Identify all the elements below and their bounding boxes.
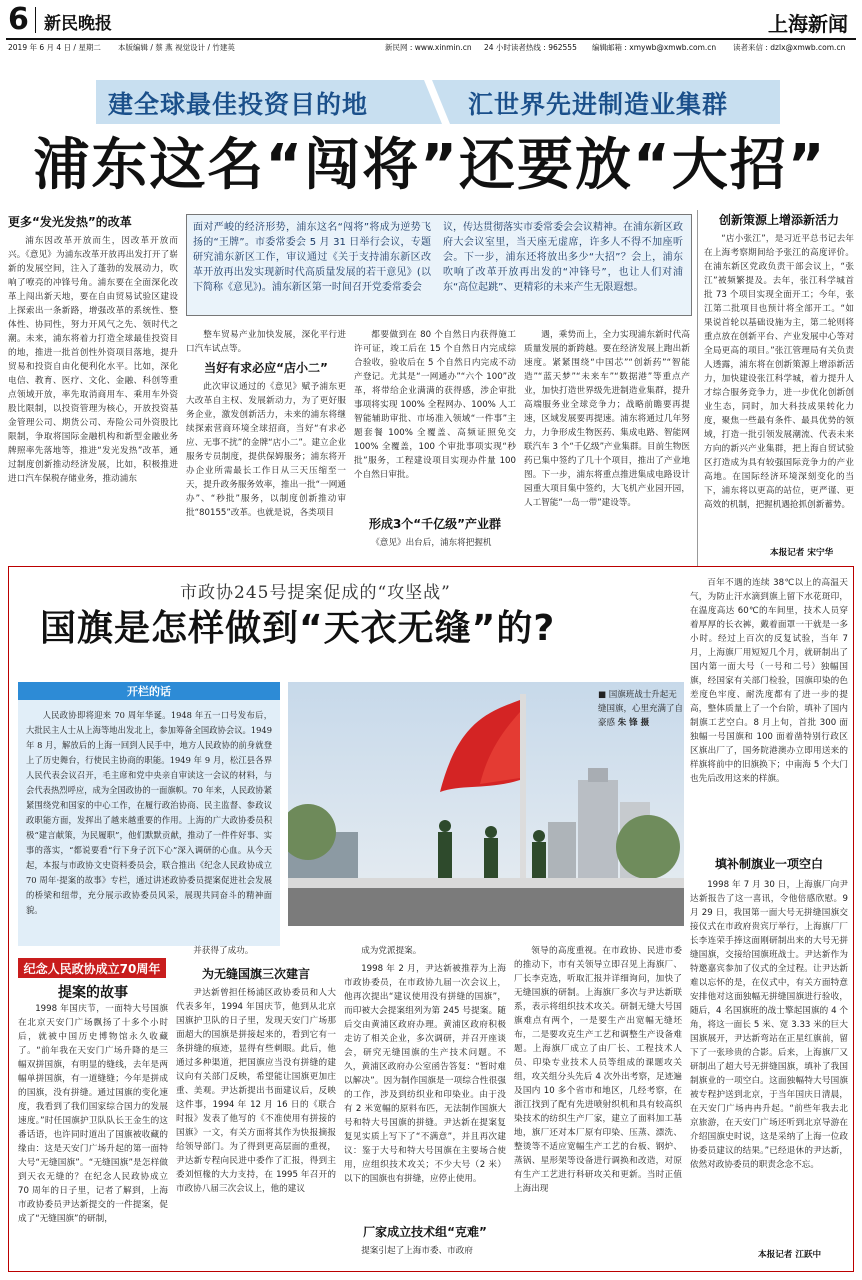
article2-colC2: 提案引起了上海市委、市政府 bbox=[361, 1246, 473, 1256]
subhead-tech-group: 厂家成立技术组“克难” bbox=[363, 1225, 487, 1239]
article2-colC-top: 成为党派提案。 bbox=[361, 946, 422, 956]
editorial-text: 人民政协即将迎来 70 周年华诞。1948 年五一口号发布后，大批民主人士从上海等地出发北上，参加筹备全国政协会议。1949 年 8 月，解放后的上海一回到人民手中，地方人民政协的前身就登上了历史舞台，行使民主协商的职能。1949 年 9 月，松江县各界人民代表会议召开，毛主席和党中央亲自审读这一会议的材料，与会代表热烈呼应，成为全国政协的一面旗帜。70 年来，人民政协紧紧围绕党和国家的中心工作，在履行政治协商、民主监督、参政议政职能方面，发挥出了越来越重要的作用。上海的广大政协委员积极“建言献策，为民履职”，他们默默贡献，推动了一件件好事、实事的落实，“都说要看“行下身子沉下心”深入调研的心血。从今天起，本报与市政协文史资料委员会，联合推出《纪念人民政协成立 70 周年·提案的故事》专栏，通过讲述政协委员提案促进社会发展的桥梁和纽带，充分展示政协委员风采，展现共同奋斗的精神面貌。 bbox=[26, 710, 272, 915]
article1-col3b: 《意见》出台后，浦东将把握机 bbox=[371, 538, 492, 548]
article2-byline: 本报记者 江跃中 bbox=[758, 1250, 822, 1260]
article1-byline: 本报记者 宋宁华 bbox=[770, 548, 834, 558]
lead-box bbox=[186, 214, 692, 316]
banner bbox=[96, 78, 780, 126]
subhead-service: 当好有求必应“店小二” bbox=[204, 361, 328, 375]
subhead-innovation: 创新策源上增添新活力 bbox=[718, 213, 839, 227]
masthead-editors: 本版编辑 / 蔡 燕 视觉设计 / 竹建英 bbox=[118, 43, 235, 52]
article2-colC: 1998 年 2 月，尹达新被推荐为上海市政协委员，在市政协九届一次会议上，他再次提出“建议使用没有拼缝的国旗”，而印被大会提案组列为第 245 号提案。随后交由黄浦区政府办理。黄浦区政府积极走访了相关企业，多次调研，并召开座谈会，研究无缝国旗的生产技术问题。不久，黄浦区政府办公室函告答复：“暂时难以解决”。因为制作国旗是一项综合性很强的工作，涉及到纺织业和印染业。由于没有 2 米宽幅的原料布匹，无法制作国旗大号和特大号国旗的拼缝。尹达新在提案复复见实质上写下了“不满意”，并且再次建议：鉴于大号和特大号国旗在主要场合使用，应组织技术攻关；不少大号（2 米）以下的国旗也有拼缝，应停止使用。 bbox=[344, 964, 506, 1184]
masthead-site: 新民网 : www.xinmin.cn bbox=[385, 43, 472, 52]
article2-kicker: 市政协245号提案促成的“攻坚战” bbox=[180, 583, 451, 603]
section-title: 上海新闻 bbox=[768, 12, 848, 36]
subhead-industry: 形成3个“千亿级”产业群 bbox=[368, 517, 502, 531]
masthead-email: 编辑邮箱 : xmywb@xmwb.com.cn bbox=[592, 43, 717, 52]
column-divider bbox=[697, 210, 698, 566]
editorial-box bbox=[18, 682, 280, 946]
main-headline: 浦东这名“闯将”还要放“大招” bbox=[33, 133, 827, 198]
article2-colA: 1998 年国庆节，一面特大号国旗在北京天安门广场飘扬了十多个小时后，就被中国历史博物馆永久收藏了。“前年我在天安门广场升降的是三幅双拼国旗，有明显的缝线，去年是两幅单拼国旗，有一道缝缝；今年是拼成的国旗，没有拼缝。通过国旗的变化速度，我看到了我们国家综合国力的发展速度。”时任国旗护卫队队长王金生的这番话语，也许同时道出了国旗被收藏的缘由：这是天安门广场升起的第一面特大号“无缝国旗”。“无缝国旗”是怎样做到天衣无缝的？在纪念人民政协成立 70 周年的日子里，记者了解到，上海市政协委员尹达新提交的一件提案，促成了“无缝国旗”的研制， bbox=[18, 1004, 168, 1224]
masthead-hotline: 24 小时读者热线 : 962555 bbox=[484, 43, 577, 52]
article2-colB-top: 并获得了成功。 bbox=[193, 946, 254, 956]
article2-headline: 国旗是怎样做到“天衣无缝”的? bbox=[40, 608, 556, 649]
series-label-text: 纪念人民政协成立70周年 bbox=[23, 962, 161, 976]
article1-col3: 都要做到在 80 个自然日内获得施工许可证，竣工后在 15 个自然日内完成综合验收，验收后在 5 个自然日内完成不动产登记。尤其是“一网通办”“六个 100”改革，将带给企业满满的获得感，涉企审批事项将实现 100% 全程网办、100% 人工智能辅助审批、市场准入领域“一件事”主题套餐 100% 全覆盖、高频证照免交 100% 全覆盖，100 个审批事项实现“秒批”服务，工程建设项目实现办件量 100 个自然日审批。 bbox=[354, 330, 516, 480]
photo-caption-text: 国旗班战士升起无缝国旗，心里充满了自豪感 bbox=[598, 690, 684, 728]
article2-colB: 尹达新曾担任杨浦区政协委员和人大代表多年，1994 年国庆节，他到从北京国旗护卫队的日子里，发现天安门广场那面超大的国旗是拼接起来的，看到它有一条拼缝的痕迹，显得有些刺眼。此后，他通过多种渠道，把国旗应当没有拼缝的建议向有关部门反映，希望能让国旗更加庄重、美观。尹达新提出书面建议后，反映这件事，1994 年 12 月 16 日的《联合时报》发表了他写的《不准使用有拼接的国旗》一文，有关方面将其作为快报摘报给领导部门。为了得到更高层面的重视，尹达新专程向民进中委作了汇报，得到主委刘恒椽的大力支持，在 1995 年召开的市政协八届三次会议上，他的建议 bbox=[176, 988, 336, 1194]
lead-left: 面对严峻的经济形势，浦东这名“闯将”将成为逆势飞扬的“王牌”。市委常委会 5 月 31 日举行会议，专题研究浦东新区工作，审议通过《关于支持浦东新区改革开放再出发实现新时代高质量发展的若干意见》(以下简称《意见》)。浦东新区第一时间召开党委常委会 bbox=[193, 222, 431, 293]
lead-right: 议，传达贯彻落实市委常委会会议精神。在浦东新区政府大会议室里，当天座无虚席，许多人不得不加座听会。下一步，浦东还将放出多少“大招”？会上，浦东吹响了改革开放再出发的“冲锋号”，也让人们对浦东“高位起跳”、更精彩的未来产生无限遐想。 bbox=[443, 222, 683, 293]
article2-colE2: 1998 年 7 月 30 日，上海旗厂向尹达新报告了这一喜讯，令他倍感欣慰。9 月 29 日，我国第一面大号无拼缝国旗交接仪式在市政府贵宾厅举行，上海旗厂厂长李连荣手捧这面刚研制出来的大号无拼缝国旗，交接给国旗班战士。尹达新作为特邀嘉宾参加了仪式的全过程。让尹达新难以忘怀的是，在仪式中，有关方面特意安排他对这面独幅无拼缝国旗进行验收，随后，4 名国旗班的战士擎起国旗的 4 个角，将这一面长 5 米、宽 3.33 米的巨大国旗展开，尹达新弯站在正星红旗前，留下了一张珍贵的合影。后来，上海旗厂又研制出了超大号无拼缝国旗，填补了我国制旗业的一项空白。这面独幅特大号国旗被专程护送到北京，于当年国庆日清晨，在天安门广场冉冉升起。“前些年我去北京旅游，在天安门广场还听到北京导游在介绍国旗史时说，这是采纳了上海一位政协委员建议的结果。”已经退休的尹达新，依然对政协委员的职责念念不忘。 bbox=[690, 880, 848, 1170]
series-subtitle: 提案的故事 bbox=[58, 985, 128, 1001]
article1-col5: “店小张江”，是习近平总书记去年在上海考察期间给予张江的高度评价。在浦东新区党政负责干部会议上，“张江”被频繁提及。去年，张江科学城首批 73 个项目实现全面开工；今年，张江第二批项目也预计将全部开工。“如果说首轮以基础设施为主，第二轮则将重点放在创新平台、产业发展中心等对全局更高的项目。”张江管理局有关负责人透露，浦东将在创新策源上增添新活力，加快建设张江科学城，着力提升人才综合服务竞争力，进一步优化创新创业生态，同时，加大科技成果转化力度，聚焦一些最有条件、最具优势的领域，打造一批引领发展潮流、代表未来方向的新兴产业集群，把上海自贸试验区打造成为具有较强国际竞争力的产业高地。在国际经济环境深刻变化的当下，浦东将以更高的站位，更严谨、更高效的机制，把握机遇抢抓创新蓄势。 bbox=[704, 234, 854, 510]
photo-caption: ■ 国旗班战士升起无缝国旗，心里充满了自豪感 朱 锋 摄 bbox=[598, 690, 684, 728]
masthead-feedback: 读者来信 : dzlx@xmwb.com.cn bbox=[733, 43, 846, 52]
article1-col1: 浦东因改革开放而生，因改革开放而兴。《意见》为浦东改革开放再出发打开了崭新的发展空间，注入了蓬勃的发展动力，吹响了嘹亮的冲锋号角。浦东要在全面深化改革上闯出新天地，要在自由贸易试验区建设上探索出一条新路，增强改革的系统性、整体性、协同性，努力开风气之先、领时代之潮。未来，浦东将着力打造全球最佳投资目的地，推进一批首创性外资项目落地，提升贸易和投资自由化便利化水平。比如，深化电信、教育、医疗、文化、金融、科创等重点领域开放，率先取消商用车、乘用车外资股比限制，以投资管理为核心，开放投资基金管理公司、期货公司、寿险公司外资股比限制，争取将国际金融机构和新型金融业务牌照率先落地等，推进“发光发热”改革，通过制度创新推动经济发展，比如，积极推进进口汽车保税存储业务，推动浦东 bbox=[8, 236, 178, 484]
paper-name: 新民晚报 bbox=[44, 14, 112, 34]
page-number: 6 bbox=[8, 2, 29, 37]
article2-colE: 百年不遇的连续 38℃以上的高温天气，为防止汗水滴到旗上留下水花斑印，在温度高达 60℃的车间里，技术人员穿着厚厚的长衣裤，戴着面罩一干就是一多小时。经过上百次的反复试验，当年 7 月，上海旗厂用短短几个月，就研制出了国内第一面大号（一号和二号）独幅国旗，经国家有关部门检验，国旗印染的色差度色牢度、耐洗度都有了进一步的提高，整体质量上了一个台阶，填补了国内制旗工艺空白。8 月上旬，首批 300 面独幅一号国旗和 100 面着凿特别行政区区旗出厂了，国务院港澳办立即用送来的样旗将前中的旧旗换下；中南海 5 个大门也先后改用这来的样旗。 bbox=[690, 578, 848, 784]
masthead-date: 2019 年 6 月 4 日 / 星期二 bbox=[8, 43, 101, 52]
banner-right: 汇世界先进制造业集群 bbox=[468, 90, 729, 119]
subhead-fill-gap: 填补制旗业一项空白 bbox=[714, 857, 823, 871]
series-label bbox=[18, 958, 166, 978]
editorial-title: 开栏的话 bbox=[127, 685, 171, 698]
article1-col2b: 此次审议通过的《意见》赋予浦东更大改革自主权、发展新动力，为了更好服务企业，激发创新活力，未来的浦东将继续探索营商环境全球招商，当好“有求必应、无事不扰”的金牌“店小二”。建立企业服务专员制度，提供保姆服务；浦东将开办企业所需最长工作日从三天压缩至一天，提升政务服务效率，推出一批“一网通办”、“秒批”服务，以制度创新推动审批“80155”改革。也就是说，各类项目 bbox=[186, 382, 346, 518]
subhead-reform: 更多“发光发热”的改革 bbox=[8, 215, 132, 229]
header-rule bbox=[6, 38, 856, 40]
article1-col2: 整车贸易产业加快发展，深化平行进口汽车试点等。 bbox=[186, 330, 346, 354]
subhead-three-proposals: 为无缝国旗三次建言 bbox=[201, 967, 310, 981]
article2-colD: 领导的高度重视。在市政协、民进市委的推动下，市有关领导立即召见上海旗厂、厂长李克选，听取汇报并详细询问，加快了无缝国旗的研制。上海旗厂多次与尹达新联系，表示将组织技术攻关。研制无缝大号国旗难点有两个，一是要生产出宽幅无缝坯布，二是要攻克生产工艺和调整生产设备难题。上海旗厂成立了由厂长、工程技术人员、印染专业技术人员等组成的课题攻关组，攻关组分头先后 4 次外出考察，足迹遍及国内 10 多个省市和地区，几经考察，在浙江找到了配有先进喷射织机和具有较高织染技术的纺织生产厂家，建立了面料加工基地，旗厂还对本厂原有印染、压蒸、漂洗、整烫等不适应宽幅生产工艺的台板、钢炉、蒸锅、星形架等设备进行调换和改造，对原有生产工艺进行科研攻关和更新。当时正值上海出现 bbox=[514, 946, 682, 1194]
article1-col4: 遇，乘势而上，全力实现浦东新时代高质量发展的新跨越。要在经济发展上跑出新速度。紧紧围绕“中国芯”“创新药”“智能造”“蓝天梦”“未来车”“数据港”等重点产业，加快打造世界级先进制造业集群，提升高端服务业全球竞争力；战略前瞻要再提速，区域发展要再提速。浦东将通过几年努力，力争形成生物医药、集成电路、智能网联汽车 3 个“千亿级”产业集群。目前生物医药已集中签约了几十个项目，推出了产业地图。下一步，浦东将重点推进集成电路设计园重大项目集中签约，大飞机产业园开园，人工智能“一岛一带”建设等。 bbox=[524, 330, 690, 508]
photo-credit: 朱 锋 摄 bbox=[617, 718, 650, 728]
banner-left: 建全球最佳投资目的地 bbox=[108, 90, 369, 119]
page-number-divider bbox=[35, 7, 36, 33]
